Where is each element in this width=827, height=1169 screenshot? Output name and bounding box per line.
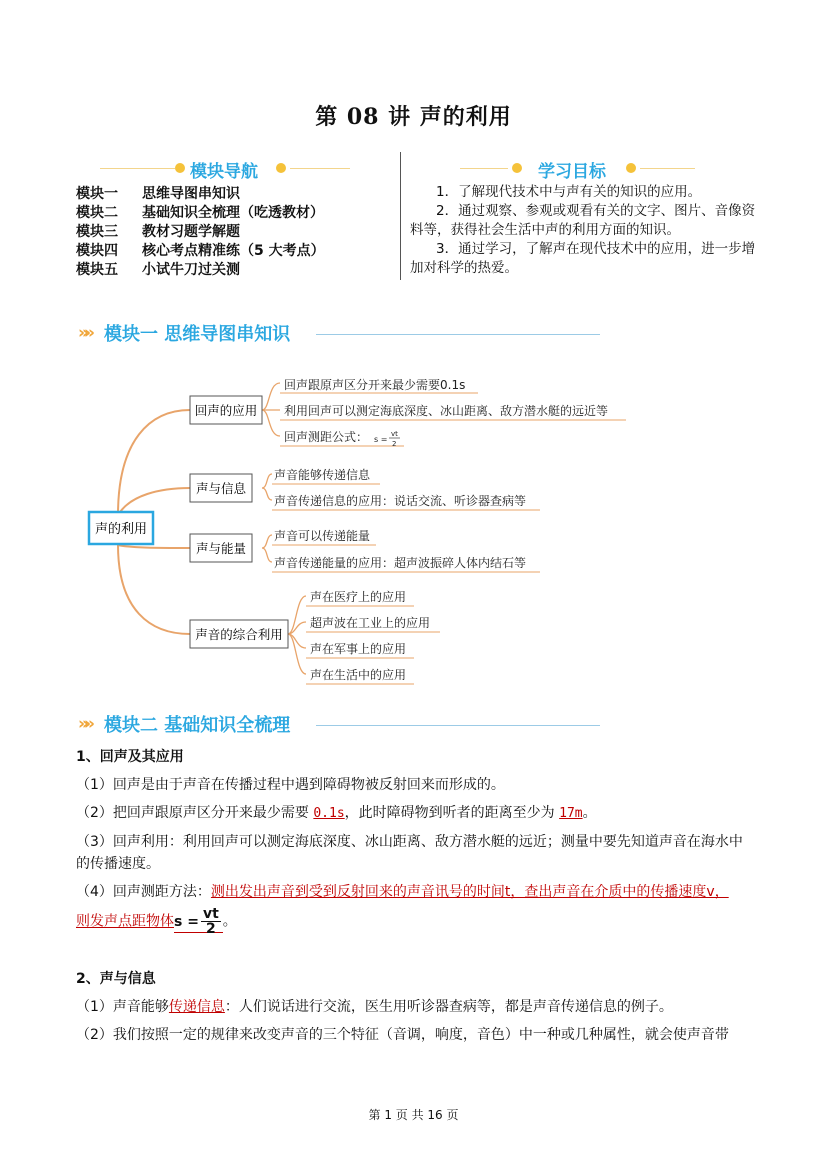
dot-icon <box>276 163 286 173</box>
mind-formula: s = <box>374 435 388 444</box>
goal-item: 3．通过学习，了解声在现代技术中的应用，进一步增加对科学的热爱。 <box>410 241 756 276</box>
dot-icon <box>175 163 185 173</box>
answer-text: 0.1s <box>313 806 345 821</box>
paragraph: （1）声音能够传递信息：人们说话进行交流，医生用听诊器查病等，都是声音传递信息的例子。 <box>76 999 673 1015</box>
mind-leaf: 声在生活中的应用 <box>310 668 407 682</box>
mind-map <box>0 360 827 690</box>
section-2 <box>76 968 756 1046</box>
goal-banner-text: 学习目标 <box>538 162 606 182</box>
dot-icon <box>512 163 522 173</box>
paragraph: （3）回声利用：利用回声可以测定海底深度、冰山距离、敌方潜水艇的远近；测量中要先知道声音在海水中的传播速度。 <box>76 834 743 872</box>
mind-leaf: 回声跟原声区分开来最少需要0.1s <box>284 378 466 392</box>
svg-text:声与能量: 声与能量 <box>195 541 247 556</box>
paragraph: （4）回声测距方法：测出发出声音到受到反射回来的声音讯号的时间t，查出声音在介质中的传播速度v， <box>76 884 729 900</box>
learning-goals <box>410 183 756 278</box>
goal-banner <box>460 157 700 182</box>
page-title: 第 08 讲 声的利用 <box>315 104 512 130</box>
module2-header: »» 模块二 基础知识全梳理 <box>78 711 600 737</box>
nav-item: 模块二 基础知识全梳理（吃透教材） <box>76 205 324 221</box>
mind-leaf: 超声波在工业上的应用 <box>310 616 431 630</box>
module1-header: »» 模块一 思维导图串知识 <box>78 320 600 346</box>
mind-leaf: 声音传递信息的应用：说话交流、听诊器查病等 <box>274 494 527 508</box>
double-chevron-icon: »» <box>78 714 90 734</box>
paragraph: （2）我们按照一定的规律来改变声音的三个特征（音调，响度，音色）中一种或几种属性，就会使声音带 <box>76 1027 729 1043</box>
answer-text: 传递信息 <box>168 999 225 1015</box>
paragraph: （2）把回声跟原声区分开来最少需要 0.1s，此时障碍物到听者的距离至少为 17m。 <box>76 805 597 821</box>
nav-item: 模块一 思维导图串知识 <box>76 186 240 202</box>
section-heading: 1、回声及其应用 <box>76 749 184 765</box>
formula-s: s = <box>174 913 199 930</box>
dot-icon <box>626 163 636 173</box>
mind-branch <box>190 396 262 424</box>
mind-branch <box>190 620 288 648</box>
mind-formula-den: 2 <box>392 440 397 448</box>
nav-item: 模块四 核心考点精准练（5 大考点） <box>76 243 325 259</box>
section-1 <box>76 746 756 936</box>
mind-leaf: 声在军事上的应用 <box>310 642 407 656</box>
mind-leaf: 回声测距公式： <box>284 430 369 444</box>
answer-text: 则发声点距物体 <box>76 913 174 930</box>
answer-text: 测出发出声音到受到反射回来的声音讯号的时间t，查出声音在介质中的传播速度v， <box>210 884 729 900</box>
nav-item: 模块三 教材习题学解题 <box>76 224 240 240</box>
goal-item: 2．通过观察、参观或观看有关的文字、图片、音像资料等，获得社会生活中声的利用方面的知识。 <box>410 203 756 238</box>
mind-branch <box>190 474 252 502</box>
mind-branch <box>190 534 252 562</box>
nav-banner <box>100 157 350 182</box>
svg-text:回声的应用: 回声的应用 <box>194 403 258 418</box>
paragraph: 则发声点距物体s = $\frac{vt}{2}$ 。 <box>76 906 237 937</box>
paragraph: （1）回声是由于声音在传播过程中遇到障碍物被反射回来而形成的。 <box>76 777 505 793</box>
goal-item: 1．了解现代技术中与声有关的知识的应用。 <box>436 184 702 200</box>
column-divider <box>400 152 401 280</box>
nav-list <box>76 185 325 280</box>
mind-leaf: 声音能够传递信息 <box>274 468 371 482</box>
mind-leaf: 声音可以传递能量 <box>274 529 371 543</box>
mind-leaf: 利用回声可以测定海底深度、冰山距离、敌方潜水艇的远近等 <box>284 404 609 418</box>
page-footer: 第 1 页 共 16 页 <box>368 1108 459 1122</box>
fraction: $\frac{vt}{2}$ <box>202 906 219 937</box>
mind-formula-num: vt <box>391 430 398 438</box>
svg-text:声与信息: 声与信息 <box>195 481 247 496</box>
svg-text:声的利用: 声的利用 <box>94 522 148 537</box>
nav-banner-text: 模块导航 <box>190 162 258 182</box>
double-chevron-icon: »» <box>78 323 90 343</box>
mind-leaf: 声在医疗上的应用 <box>310 590 407 604</box>
mind-root <box>89 512 153 544</box>
nav-item: 模块五 小试牛刀过关测 <box>76 262 240 278</box>
answer-text: 17m <box>559 806 583 821</box>
mind-leaf: 声音传递能量的应用：超声波振碎人体内结石等 <box>274 556 527 570</box>
svg-text:声音的综合利用: 声音的综合利用 <box>195 627 283 642</box>
section-heading: 2、声与信息 <box>76 971 156 987</box>
